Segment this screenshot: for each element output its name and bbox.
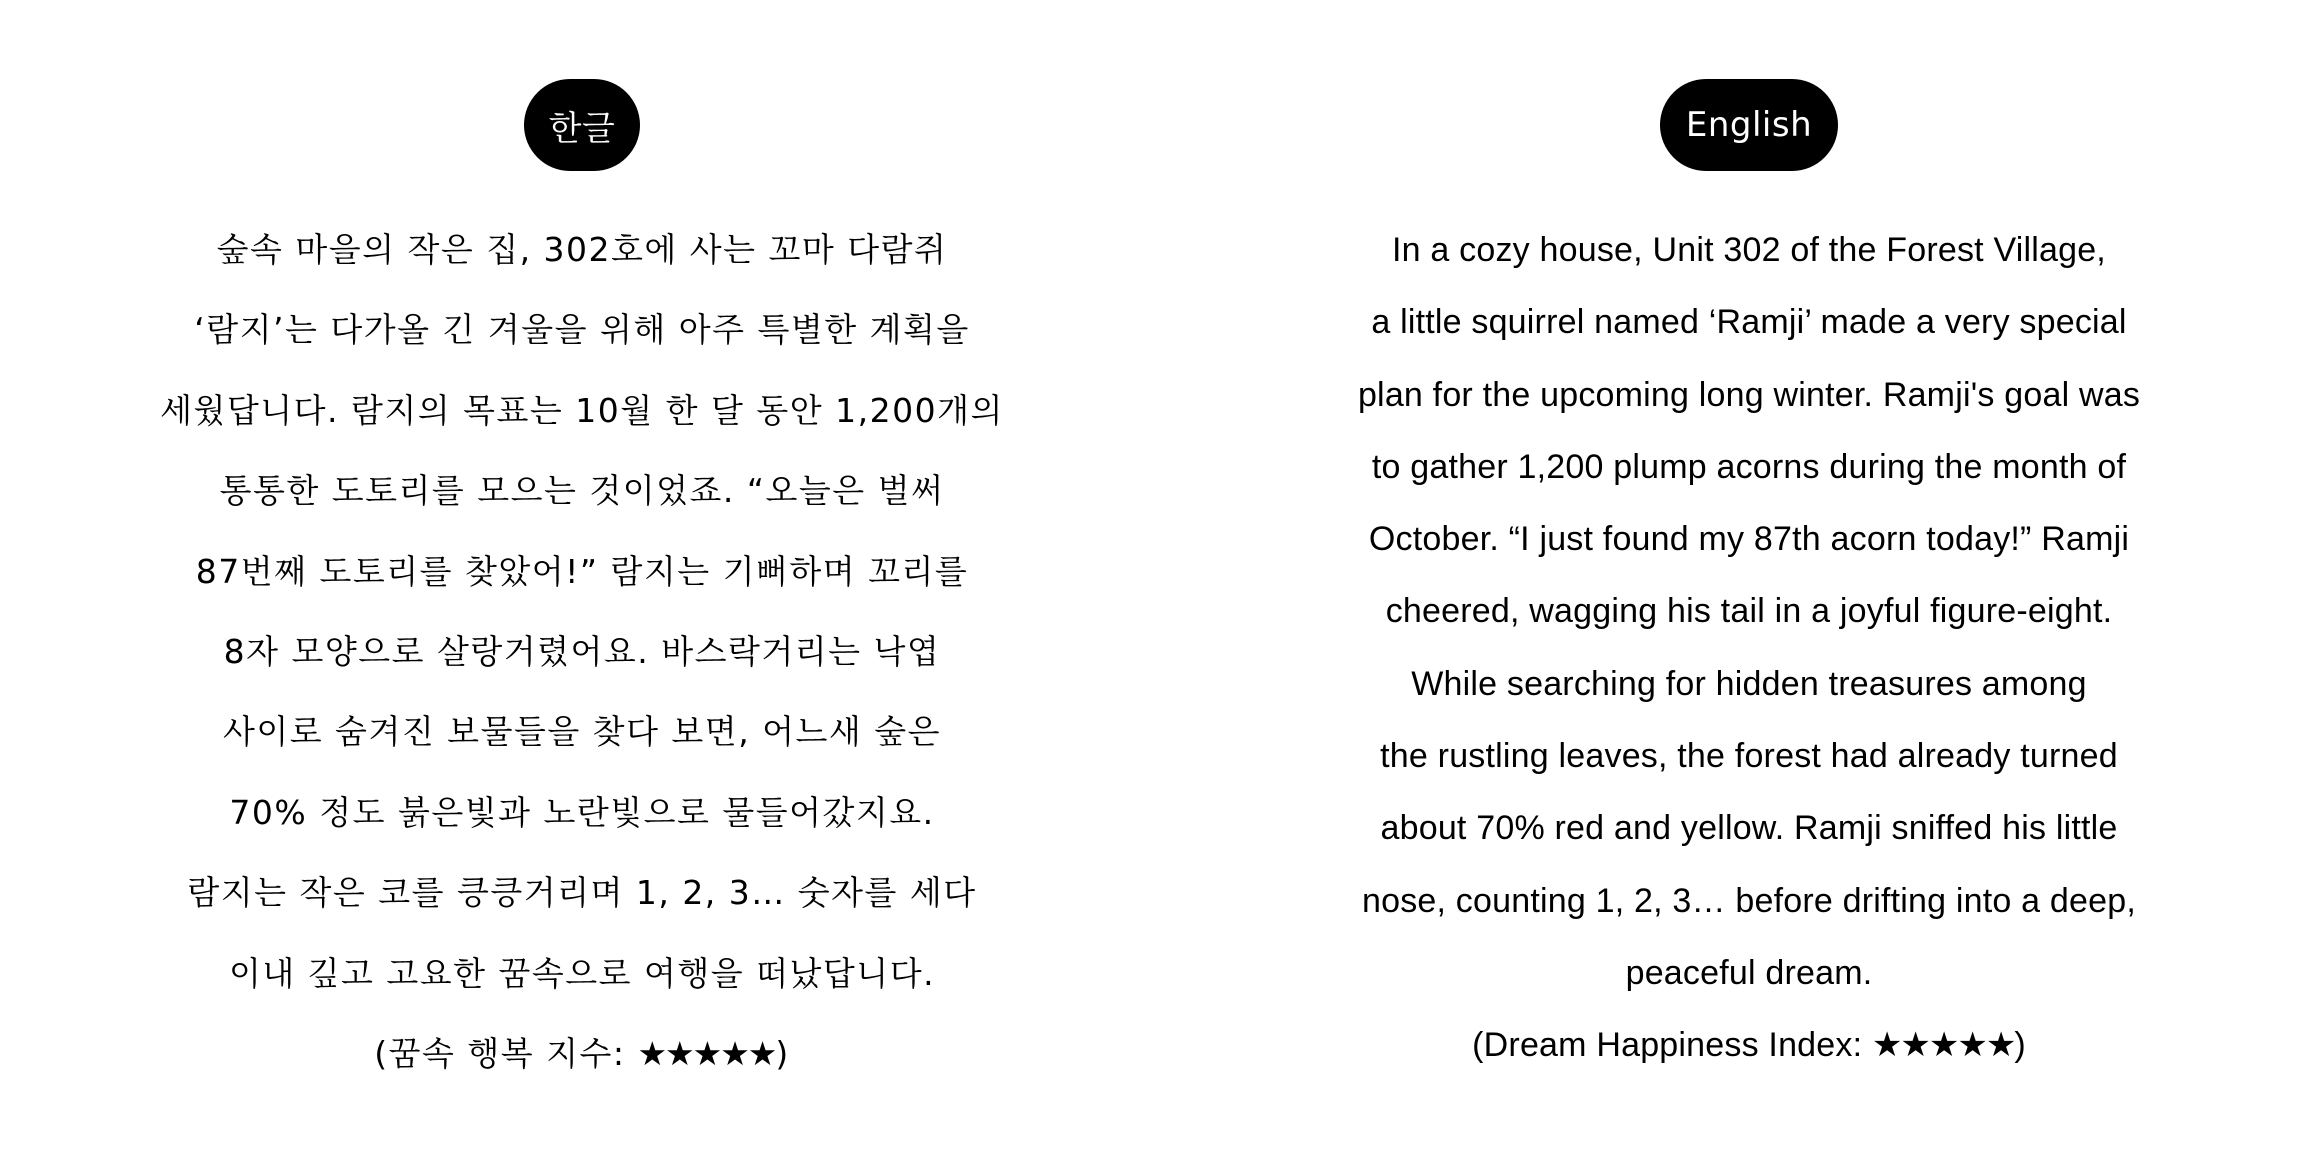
korean-story-line: 이내 깊고 고요한 꿈속으로 여행을 떠났답니다. (228, 953, 936, 993)
english-story-line: While searching for hidden treasures among (1411, 664, 2087, 703)
english-story-text (1358, 214, 2140, 1082)
korean-story-line: 사이로 숨겨진 보물들을 찾다 보면, 어느새 숲은 (222, 712, 942, 752)
english-index-close: ) (2014, 1026, 2026, 1065)
english-index-label: (Dream Happiness Index: (1472, 1026, 1872, 1065)
korean-language-tab[interactable] (524, 79, 640, 171)
korean-story-line: 세웠답니다. 람지의 목표는 10월 한 달 동안 1,200개의 (160, 390, 1004, 430)
english-story-line: October. “I just found my 87th acorn today!” Ramji (1368, 520, 2130, 559)
english-story-line: the rustling leaves, the forest had already turned (1380, 737, 2118, 776)
english-story-line: about 70% red and yellow. Ramji sniffed his little (1380, 809, 2118, 848)
korean-index-label: (꿈속 행복 지수: (374, 1033, 638, 1073)
english-language-tab[interactable] (1660, 79, 1838, 171)
english-story-line: to gather 1,200 plump acorns during the month of (1371, 447, 2127, 486)
korean-story-line: 70% 정도 붉은빛과 노란빛으로 물들어갔지요. (229, 792, 935, 832)
korean-story-line: 통통한 도토리를 모으는 것이었죠. “오늘은 벌써 (219, 471, 945, 511)
english-story-line: peaceful dream. (1625, 953, 1873, 992)
korean-story-line: ‘람지’는 다가올 긴 겨울을 위해 아주 특별한 계획을 (194, 310, 970, 350)
english-column (1299, 0, 2199, 1082)
korean-story-line: 숲속 마을의 작은 집, 302호에 사는 꼬마 다람쥐 (216, 230, 948, 269)
english-story-line: In a cozy house, Unit 302 of the Forest Village, (1392, 231, 2106, 269)
korean-story-line: 8자 모양으로 살랑거렸어요. 바스락거리는 낙엽 (223, 631, 941, 671)
english-story-line: plan for the upcoming long winter. Ramji's goal was (1357, 375, 2141, 414)
korean-column (132, 0, 1032, 1094)
korean-happiness-index (160, 1014, 1004, 1094)
english-story-line: nose, counting 1, 2, 3… before drifting into a deep, (1361, 881, 2137, 920)
korean-tab-label: 한글 (548, 108, 616, 149)
star-rating-icon: ★★★★★ (637, 1033, 776, 1073)
english-story-line: a little squirrel named ‘Ramji’ made a very special (1371, 303, 2127, 342)
korean-story-line: 87번째 도토리를 찾았어!” 람지는 기뻐하며 꼬리를 (195, 551, 969, 591)
english-tab-label: English (1685, 105, 1813, 145)
english-story-line: cheered, wagging his tail in a joyful figure-eight. (1385, 592, 2113, 631)
star-rating-icon: ★★★★★ (1871, 1026, 2015, 1065)
korean-index-close: ) (775, 1033, 790, 1073)
korean-story-line: 람지는 작은 코를 킁킁거리며 1, 2, 3… 숫자를 세다 (187, 873, 977, 913)
korean-story-text (160, 210, 1004, 1094)
english-happiness-index (1358, 1009, 2140, 1081)
